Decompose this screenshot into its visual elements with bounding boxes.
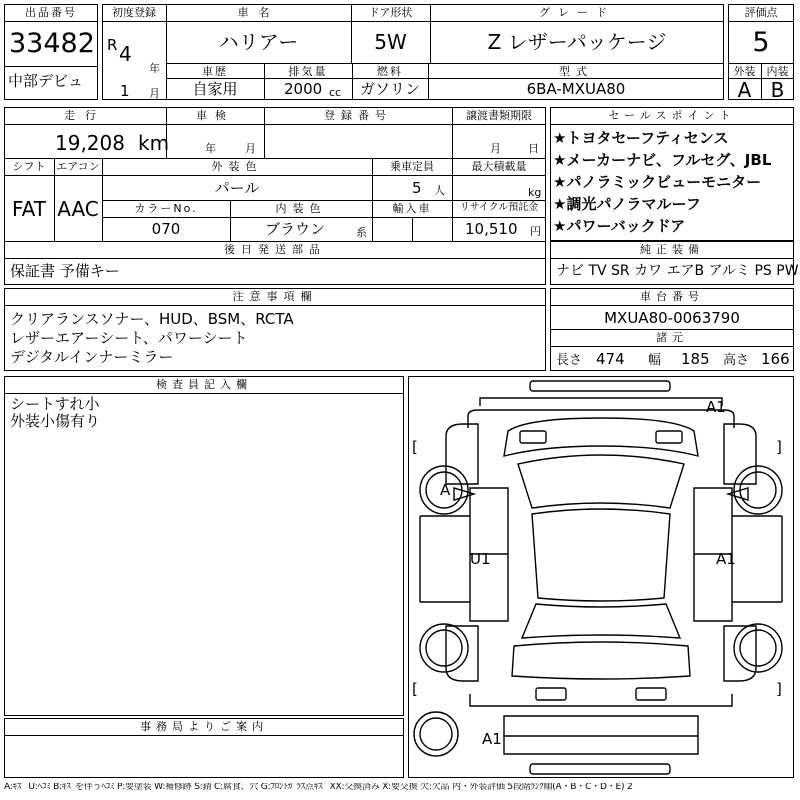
ext-label: 外装: [733, 65, 756, 78]
first-reg-month: 1: [120, 82, 130, 100]
sales-point-item: ★パワーバックドア: [553, 217, 686, 235]
grade-value: Z レザーパッケージ: [487, 30, 667, 54]
score-value: 5: [752, 27, 770, 58]
mark-left-side: U1: [470, 550, 491, 568]
venue: 中部デビュ: [8, 72, 84, 90]
transfer-month-unit: 月: [490, 142, 501, 155]
color-no-value: 070: [151, 220, 181, 238]
lot-label: 出品番号: [25, 6, 77, 19]
transfer-label: 譲渡書類期限: [466, 109, 532, 122]
color-no-label: カラーNo.: [134, 202, 198, 215]
notes-line: クリアランスソナー、HUD、BSM、RCTA: [10, 310, 294, 328]
length-label: 長さ: [556, 353, 583, 368]
inspection-label: 車検: [196, 109, 234, 122]
month-unit: 月: [149, 87, 160, 100]
sales-points-label: セールスポイント: [608, 109, 736, 122]
recycle-unit: 円: [530, 225, 541, 238]
first-reg-label: 初度登録: [112, 6, 156, 19]
later-parts-label: 後日発送部品: [224, 243, 326, 256]
mark-left-front-wheel: A: [440, 481, 451, 499]
sales-point-item: ★メーカーナビ、フルセグ、JBL: [553, 151, 772, 169]
notes-line: レザーエアーシート、パワーシート: [10, 329, 248, 347]
door-value: 5W: [374, 30, 407, 54]
capacity-label: 乗車定員: [390, 160, 434, 173]
mark-right-side: A1: [716, 550, 736, 568]
shift-value: FAT: [11, 197, 46, 221]
first-reg-era: R: [107, 36, 118, 54]
door-label: ドア形状: [368, 6, 413, 19]
displacement-unit: cc: [329, 86, 342, 99]
max-load-unit: kg: [528, 186, 542, 199]
inspector-line: シートすれ小: [10, 395, 100, 413]
ext-score: A: [737, 78, 752, 102]
transfer-day-unit: 日: [528, 142, 539, 155]
displacement-value: 2000: [284, 80, 323, 98]
legend-text: A:ｷｽﾞ U:ﾍｺﾐ B:ｷｽﾞを伴うﾍｺﾐ P:要塗装 W:補修跡 S:錆 C:腐食、穴 G:ﾌﾛﾝﾄｶﾞﾗｽ点ｷｽﾞ XX:交換済み X:要交換 欠:欠品 内・外装評価 5段階ﾗﾝｸ順(A・B・C・D・E) 2: [4, 783, 633, 792]
int-color-label: 内装色: [275, 202, 327, 215]
int-color-suffix: 系: [356, 226, 367, 239]
sales-point-item: ★調光パノラマルーフ: [553, 195, 701, 213]
grade-label: グレード: [539, 6, 615, 19]
inspection-month-unit: 月: [245, 142, 256, 155]
bracket-left-front: [: [412, 438, 418, 456]
year-unit: 年: [149, 62, 160, 75]
office-label: 事務局よりご案内: [140, 720, 268, 733]
mark-front-right: A1: [706, 398, 726, 416]
bracket-right-front: ]: [776, 438, 782, 456]
mileage-value: 19,208: [55, 131, 125, 155]
car-diagram: [408, 376, 794, 778]
notes-label: 注意事項欄: [232, 290, 318, 303]
mileage-label: 走行: [64, 109, 106, 122]
ac-value: AAC: [57, 197, 99, 221]
sales-point-item: ★トヨタセーフティセンス: [553, 129, 729, 147]
first-reg-year: 4: [119, 42, 132, 66]
ext-color-value: パール: [214, 179, 260, 197]
score-label: 評価点: [744, 6, 778, 19]
inspector-label: 検査員記入欄: [156, 378, 252, 391]
chassis-value: MXUA80-0063790: [604, 309, 740, 327]
recycle-label: リサイクル預託金: [459, 202, 539, 213]
equipment-value: ナビ TV SR カワ エアB アルミ PS PW: [556, 263, 799, 279]
capacity-unit: 人: [434, 184, 445, 197]
int-color-value: ブラウン: [265, 220, 326, 238]
mark-rear: A1: [482, 730, 502, 748]
reg-no-label: 登録番号: [324, 109, 392, 122]
car-name-label: 車名: [237, 6, 280, 19]
usage-value: 自家用: [192, 80, 238, 98]
width-value: 185: [681, 350, 710, 368]
height-value: 166: [761, 350, 790, 368]
specs-label: 諸元: [656, 331, 688, 344]
sales-point-item: ★パノラミックビューモニター: [553, 173, 762, 191]
model-value: 6BA-MXUA80: [526, 80, 626, 98]
fuel-value: ガソリン: [359, 80, 420, 98]
notes-line: デジタルインナーミラー: [10, 348, 174, 366]
car-name: ハリアー: [218, 30, 299, 54]
model-label: 型式: [559, 65, 593, 78]
lot-number: 33482: [9, 28, 95, 59]
bracket-right-rear: ]: [776, 680, 782, 698]
bracket-left-rear: [: [412, 680, 418, 698]
width-label: 幅: [648, 353, 662, 368]
fuel-label: 燃料: [377, 65, 403, 78]
int-score: B: [770, 78, 785, 102]
ext-color-label: 外装色: [211, 160, 263, 173]
inspection-year-unit: 年: [205, 142, 216, 155]
chassis-label: 車台番号: [640, 290, 704, 303]
equipment-label: 純正装備: [640, 243, 704, 256]
length-value: 474: [596, 350, 625, 368]
import-label: 輸入車: [392, 202, 432, 215]
displacement-label: 排気量: [288, 65, 328, 78]
usage-label: 車歴: [202, 65, 228, 78]
ac-label: エアコン: [56, 160, 100, 173]
recycle-value: 10,510: [465, 220, 518, 238]
inspector-line: 外装小傷有り: [10, 412, 101, 430]
mileage-unit: km: [138, 131, 170, 155]
height-label: 高さ: [723, 353, 750, 368]
capacity-value: 5: [412, 179, 422, 197]
int-label: 内装: [766, 65, 789, 78]
later-parts-value: 保証書 予備キー: [10, 262, 120, 280]
shift-label: シフト: [12, 160, 46, 173]
max-load-label: 最大積載量: [471, 160, 527, 173]
